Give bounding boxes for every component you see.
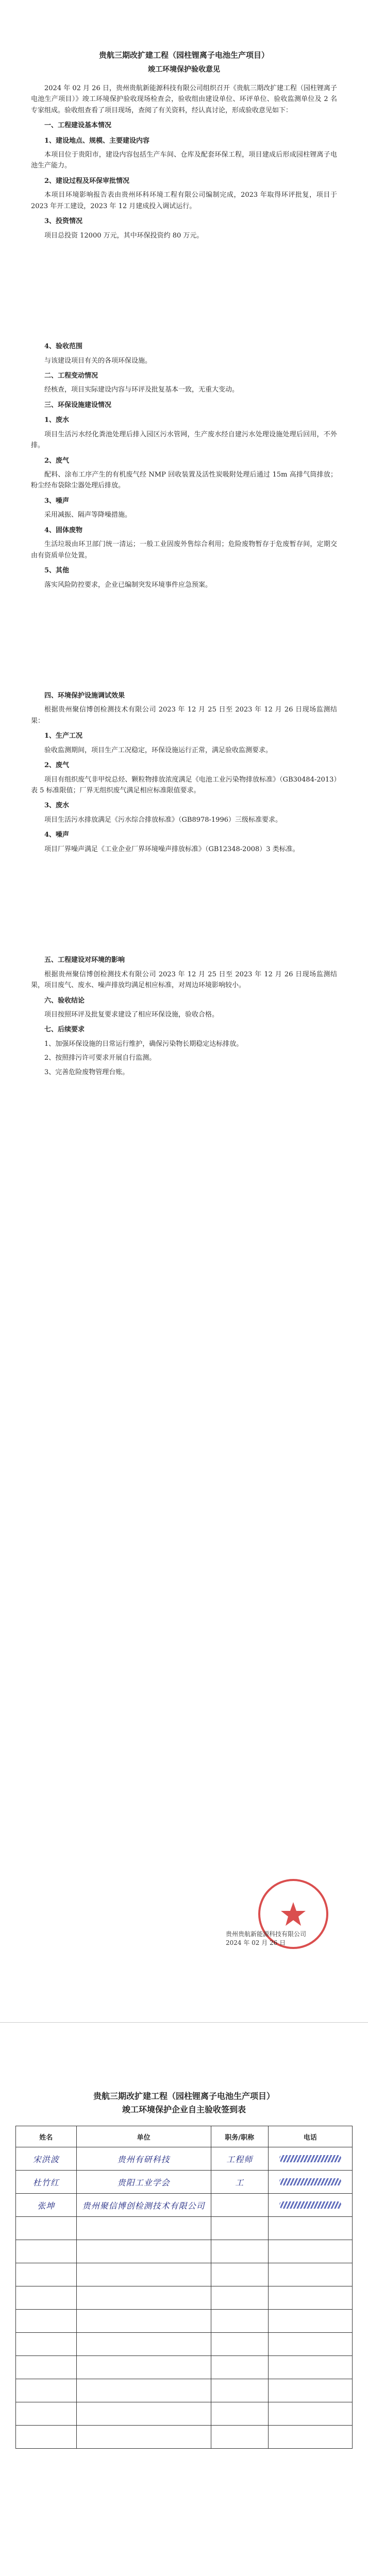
empty-cell: [76, 2426, 211, 2449]
table-row: [16, 2147, 353, 2171]
table-row-empty: [16, 2379, 353, 2402]
empty-cell: [76, 2356, 211, 2379]
empty-cell: [211, 2356, 268, 2379]
table-row-empty: [16, 2356, 353, 2379]
signature-block: [226, 1929, 306, 1947]
signer-title: 工程师: [211, 2147, 268, 2171]
subsection-heading: 4、固体废物: [44, 526, 83, 534]
document-body: [31, 49, 337, 1081]
table-header-row: [16, 2126, 353, 2147]
subsection-heading: 1、生产工况: [44, 732, 83, 740]
empty-cell: [16, 2240, 77, 2263]
empty-cell: [268, 2333, 352, 2356]
table-row-empty: [16, 2333, 353, 2356]
empty-cell: [268, 2310, 352, 2333]
subsection-heading: 2、废气: [44, 761, 70, 770]
signin-title-line2: 竣工环境保护企业自主验收签到表: [122, 2104, 246, 2114]
paragraph: 与该建设项目有关的各项环保设施。: [44, 357, 152, 365]
subsection-heading: 4、噪声: [44, 831, 70, 839]
subsection-heading: 3、噪声: [44, 497, 70, 505]
subsection-heading: 3、废水: [44, 802, 70, 810]
table-row-empty: [16, 2217, 353, 2240]
empty-cell: [16, 2426, 77, 2449]
signer-unit: 贵州有研科技: [76, 2147, 211, 2171]
empty-cell: [211, 2240, 268, 2263]
signer-phone-redacted: [268, 2194, 352, 2217]
redaction-mark: [279, 2155, 341, 2162]
empty-cell: [211, 2310, 268, 2333]
empty-cell: [211, 2333, 268, 2356]
paragraph: 项目生活污水经化粪池处理后排入园区污水管网，生产废水经自建污水处理设施处理后回用，不外排。: [31, 430, 337, 450]
empty-cell: [268, 2240, 352, 2263]
table-row-empty: [16, 2310, 353, 2333]
paragraph: 项目有组织废气非甲烷总烃、颗粒物排放浓度满足《电池工业污染物排放标准》（GB30484-2013）表 5 标准限值；厂界无组织废气满足相应标准限值要求。: [31, 775, 337, 795]
signer-name: 宋洪波: [16, 2147, 77, 2171]
paragraph: 经核查，项目实际建设内容与环评及批复基本一致，无重大变动。: [44, 386, 239, 394]
subsection-heading: 1、建设地点、规模、主要建设内容: [44, 137, 150, 145]
empty-cell: [268, 2217, 352, 2240]
section-heading: 六、验收结论: [44, 996, 85, 1005]
empty-cell: [76, 2402, 211, 2426]
paragraph: 项目总投资 12000 万元，其中环保投资约 80 万元。: [44, 231, 204, 240]
section-heading: 五、工程建设对环境的影响: [44, 956, 125, 964]
section-heading: 三、环保设施建设情况: [44, 401, 112, 409]
paragraph: 生活垃圾由环卫部门统一清运；一般工业固废外售综合利用；危险废物暂存于危废暂存间，定期交由有资质单位处置。: [31, 540, 337, 560]
empty-cell: [211, 2286, 268, 2310]
signin-table: [15, 2126, 353, 2449]
paragraph: 1、加强环保设施的日常运行维护，确保污染物长期稳定达标排放。: [44, 1040, 243, 1048]
signer-phone-redacted: [268, 2171, 352, 2194]
empty-cell: [16, 2286, 77, 2310]
empty-cell: [211, 2426, 268, 2449]
empty-cell: [268, 2356, 352, 2379]
paragraph: 配料、涂布工序产生的有机废气经 NMP 回收装置及活性炭吸附处理后通过 15m 高排气筒排放；粉尘经布袋除尘器处理后排放。: [31, 471, 337, 490]
paragraph: 项目厂界噪声满足《工业企业厂界环境噪声排放标准》（GB12348-2008）3 类标准。: [44, 845, 299, 853]
table-row-empty: [16, 2426, 353, 2449]
signer-unit: 贵州聚信博创检测技术有限公司: [76, 2194, 211, 2217]
paragraph: 2、按照排污许可要求开展自行监测。: [44, 1054, 156, 1062]
signer-title: [211, 2194, 268, 2217]
column-header: 单位: [76, 2126, 211, 2147]
empty-cell: [76, 2263, 211, 2286]
document-subtitle: 竣工环境保护验收意见: [148, 65, 220, 74]
empty-cell: [16, 2263, 77, 2286]
subsection-heading: 4、验收范围: [44, 343, 83, 351]
table-row: [16, 2171, 353, 2194]
sign-company: 贵州贵航新能源科技有限公司: [225, 1930, 306, 1938]
subsection-heading: 1、废水: [44, 416, 70, 425]
empty-cell: [211, 2263, 268, 2286]
empty-cell: [268, 2402, 352, 2426]
paragraph: 落实风险防控要求，企业已编制突发环境事件应急预案。: [44, 581, 212, 589]
column-header: 姓名: [16, 2126, 77, 2147]
subsection-heading: 5、其他: [44, 567, 70, 575]
paragraph: 项目按照环评及批复要求建设了相应环保设施，验收合格。: [44, 1010, 219, 1019]
paragraph: 采用减振、隔声等降噪措施。: [44, 511, 132, 519]
paragraph: 3、完善危险废物管理台账。: [44, 1068, 129, 1076]
signer-name: 杜竹红: [16, 2171, 77, 2194]
sign-date: 2024 年 02 月 26 日: [225, 1939, 286, 1946]
subsection-heading: 2、建设过程及环保审批情况: [44, 177, 130, 185]
signer-name: 张坤: [16, 2194, 77, 2217]
empty-cell: [16, 2217, 77, 2240]
table-row-empty: [16, 2263, 353, 2286]
subsection-heading: 2、废气: [44, 456, 70, 465]
section-heading: 一、工程建设基本情况: [44, 122, 112, 130]
column-header: 电话: [268, 2126, 352, 2147]
empty-cell: [76, 2379, 211, 2402]
table-row: [16, 2194, 353, 2217]
empty-cell: [211, 2402, 268, 2426]
intro-paragraph: 2024 年 02 月 26 日，贵州贵航新能源科技有限公司组织召开《贵航三期改扩建工程（园柱锂离子电池生产项目）》竣工环境保护验收现场检查会，验收组由建设单位、环评单位、验收监测单位及 2 名专家组成。验收组查看了项目现场，查阅了有关资料，经认真讨论，形成验收意见如下：: [31, 84, 337, 114]
document-title: 贵航三期改扩建工程（园柱锂离子电池生产项目）: [98, 50, 269, 60]
paragraph: 验收监测期间，项目生产工况稳定，环保设施运行正常，满足验收监测要求。: [44, 746, 273, 754]
signer-unit: 贵阳工业学会: [76, 2171, 211, 2194]
empty-cell: [76, 2217, 211, 2240]
document-page-2: [0, 2022, 368, 2576]
signin-title: [0, 2090, 368, 2116]
subsection-heading: 3、投资情况: [44, 217, 83, 226]
section-heading: 二、工程变动情况: [44, 371, 98, 380]
paragraph: 根据贵州聚信博创检测技术有限公司 2023 年 12 月 25 日至 2023 年 12 月 26 日现场监测结果，项目废气、废水、噪声排放均满足相应标准，对周边环境影响较小。: [31, 970, 337, 990]
empty-cell: [268, 2379, 352, 2402]
paragraph: 项目生活污水排放满足《污水综合排放标准》（GB8978-1996）三级标准要求。: [44, 816, 282, 824]
section-heading: 四、环境保护设施调试效果: [44, 691, 125, 700]
table-row-empty: [16, 2240, 353, 2263]
signer-phone-redacted: [268, 2147, 352, 2171]
column-header: 职务/职称: [211, 2126, 268, 2147]
empty-cell: [16, 2356, 77, 2379]
table-row-empty: [16, 2402, 353, 2426]
empty-cell: [16, 2379, 77, 2402]
paragraph: 根据贵州聚信博创检测技术有限公司 2023 年 12 月 25 日至 2023 年 12 月 26 日现场监测结果：: [31, 706, 337, 725]
empty-cell: [211, 2379, 268, 2402]
empty-cell: [268, 2286, 352, 2310]
section-heading: 七、后续要求: [44, 1026, 85, 1034]
empty-cell: [268, 2426, 352, 2449]
empty-cell: [76, 2286, 211, 2310]
empty-cell: [211, 2217, 268, 2240]
signin-title-line1: 贵航三期改扩建工程（园柱锂离子电池生产项目）: [93, 2091, 275, 2101]
empty-cell: [268, 2263, 352, 2286]
empty-cell: [76, 2310, 211, 2333]
table-row-empty: [16, 2286, 353, 2310]
empty-cell: [16, 2310, 77, 2333]
paragraph: 本项目位于贵阳市，建设内容包括生产车间、仓库及配套环保工程，项目建成后形成园柱锂离子电池生产能力。: [31, 151, 337, 170]
empty-cell: [76, 2333, 211, 2356]
redaction-mark: [279, 2201, 341, 2209]
paragraph: 本项目环境影响报告表由贵州环科环境工程有限公司编制完成，2023 年取得环评批复，项目于 2023 年开工建设，2023 年 12 月建成投入调试运行。: [31, 191, 337, 210]
signer-title: 工: [211, 2171, 268, 2194]
empty-cell: [76, 2240, 211, 2263]
empty-cell: [16, 2402, 77, 2426]
empty-cell: [16, 2333, 77, 2356]
redaction-mark: [279, 2178, 341, 2185]
